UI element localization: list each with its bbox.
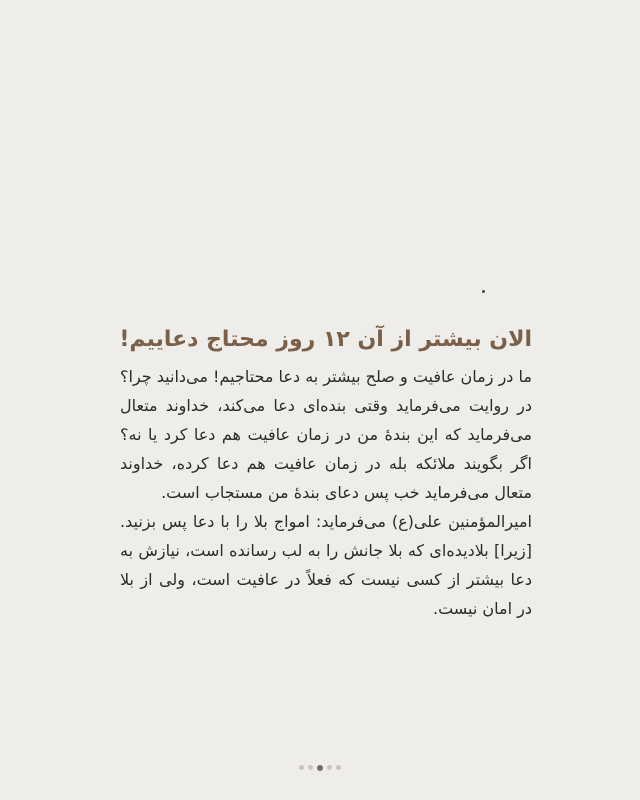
post-paragraph-2: امیرالمؤمنین علی(ع) می‌فرماید: امواج بلا را با دعا پس بزنید. [زیرا] بلادیده‌ای که بلا جانش را به لب رسانده است، نیازش به دعا بیشتر از کسی نیست که فعلاً در عافیت است، ولی از بلا در امان نیست. xyxy=(120,512,532,618)
carousel-dot[interactable] xyxy=(327,765,332,770)
post-title: الان بیشتر از آن ۱۲ روز محتاج دعاییم! xyxy=(119,327,532,352)
post-paragraph-1: ما در زمان عافیت و صلح بیشتر به دعا محتاجیم! می‌دانید چرا؟ در روایت می‌فرماید وقتی بنده‌ای دعا می‌کند، خداوند متعال می‌فرماید که این بندهٔ من در زمان عافیت هم دعا کرد یا نه؟ اگر بگویند ملائکه بله در زمان عافیت هم دعا کرده، خداوند متعال می‌فرماید خب پس دعای بندهٔ من مستجاب است. xyxy=(120,367,532,502)
carousel-dot[interactable] xyxy=(299,765,304,770)
carousel-dot[interactable] xyxy=(308,765,313,770)
carousel-dot[interactable] xyxy=(336,765,341,770)
carousel-indicator xyxy=(0,765,640,771)
decorative-dot xyxy=(482,290,485,293)
carousel-dot[interactable] xyxy=(317,765,323,771)
post-content xyxy=(120,318,532,623)
